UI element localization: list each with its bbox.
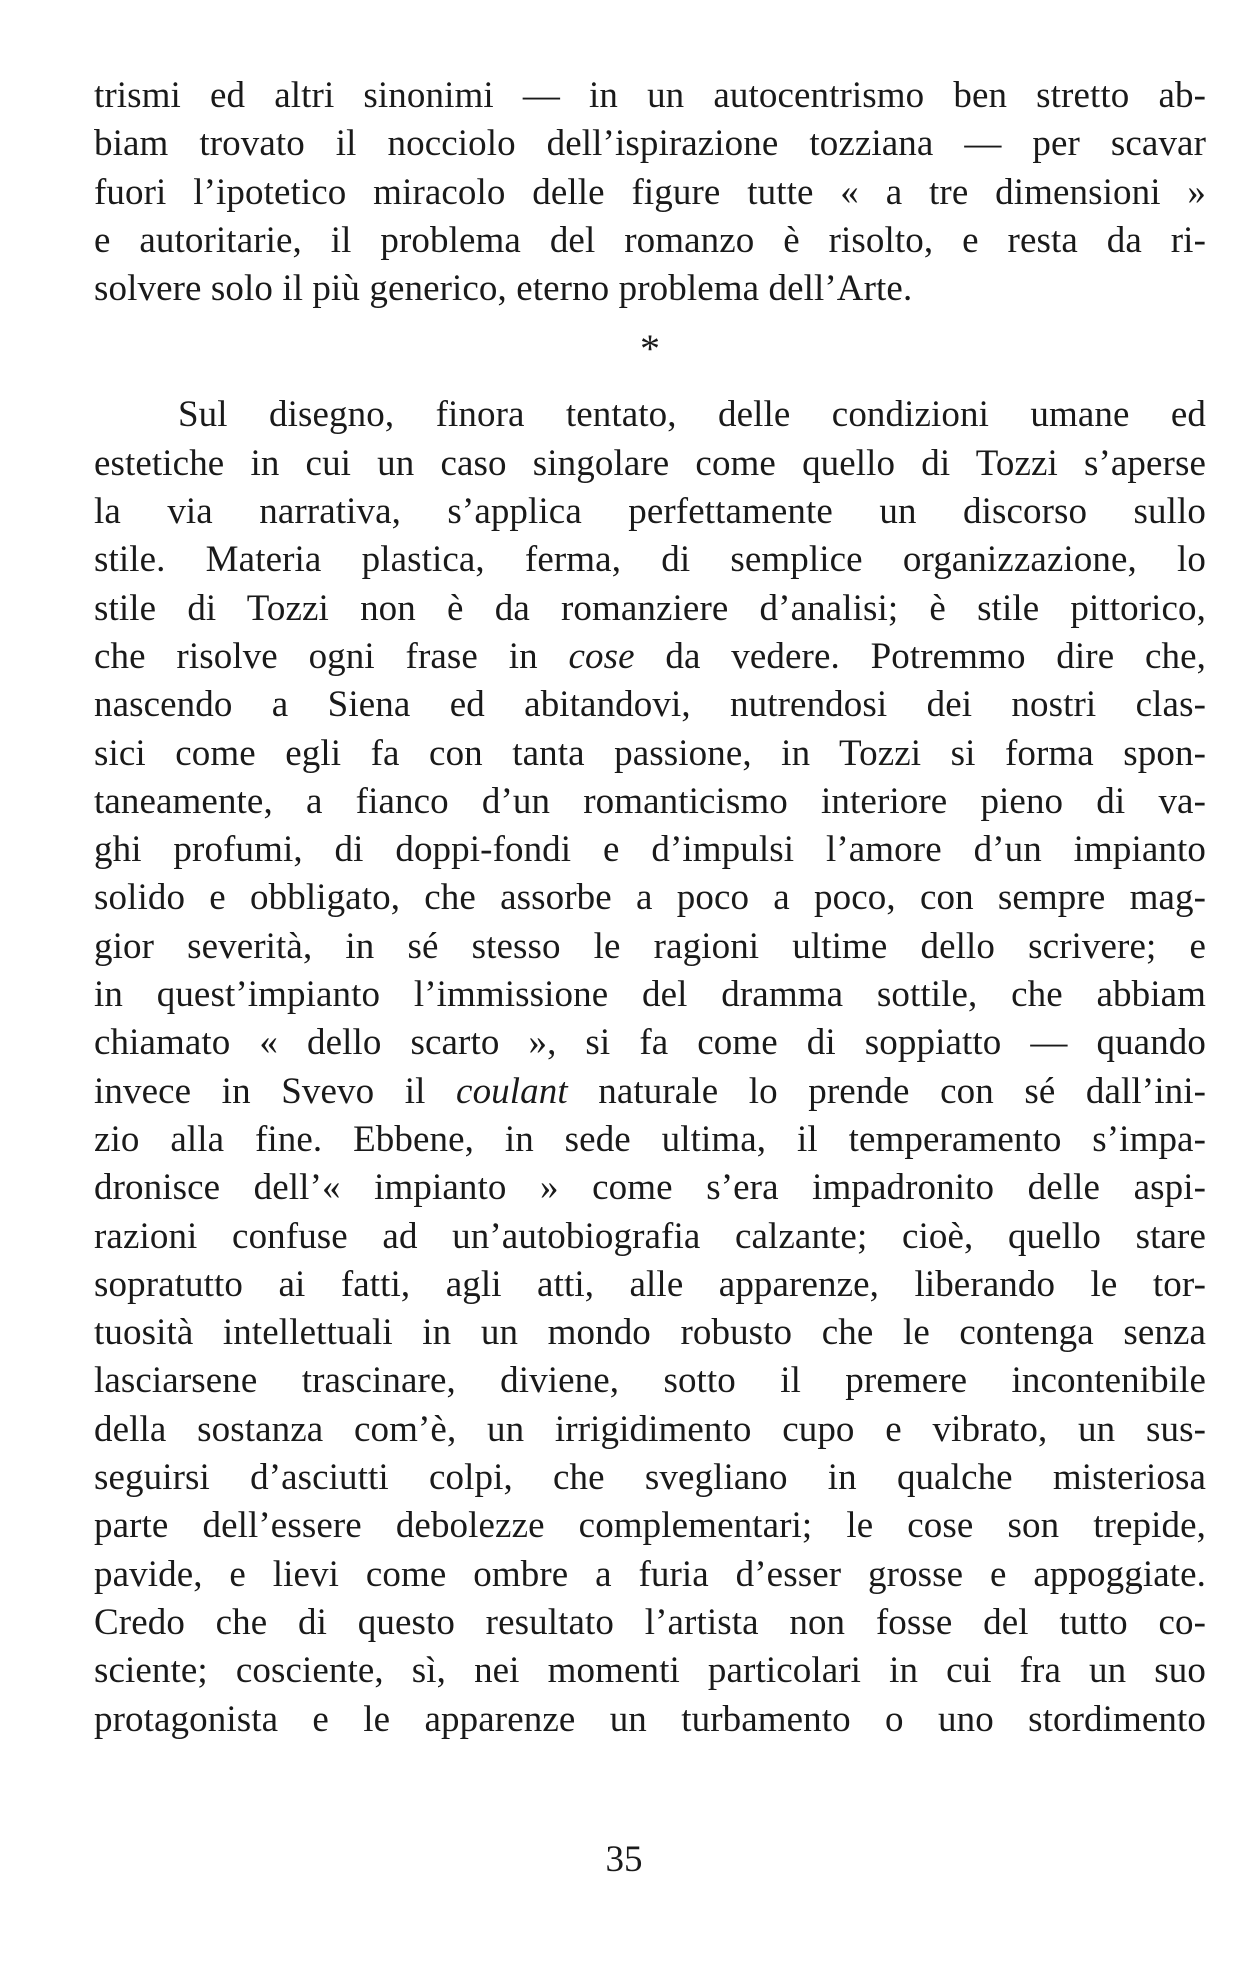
text-line: biam trovato il nocciolo dell’ispirazione tozziana — per scavar xyxy=(94,123,1206,165)
text-line: solvere solo il più generico, eterno problema dell’Arte. xyxy=(94,268,913,310)
text-line: sciente; cosciente, sì, nei momenti particolari in cui fra un suo xyxy=(94,1650,1206,1692)
text-run: che risolve ogni frase in xyxy=(94,635,569,677)
paragraph-2 xyxy=(94,391,1206,1743)
paragraph-1 xyxy=(94,72,1206,313)
text-line: parte dell’essere debolezze complementari; le cose son trepide, xyxy=(94,1505,1206,1547)
text-line: sici come egli fa con tanta passione, in Tozzi si forma spon- xyxy=(94,732,1206,774)
text-line: stile di Tozzi non è da romanziere d’analisi; è stile pittorico, xyxy=(94,587,1206,629)
text-line: la via narrativa, s’applica perfettamente un discorso sullo xyxy=(94,491,1206,533)
text-line: razioni confuse ad un’autobiografia calzante; cioè, quello stare xyxy=(94,1215,1206,1257)
text-line: tuosità intellettuali in un mondo robusto che le contenga senza xyxy=(94,1312,1206,1354)
italic-word: coulant xyxy=(456,1070,568,1112)
text-line: chiamato « dello scarto », si fa come di soppiatto — quando xyxy=(94,1022,1206,1064)
text-line: fuori l’ipotetico miracolo delle figure tutte « a tre dimensioni » xyxy=(94,171,1206,213)
book-page xyxy=(94,72,1206,1744)
text-line: zio alla fine. Ebbene, in sede ultima, il temperamento s’impa- xyxy=(94,1118,1206,1160)
text-line: gior severità, in sé stesso le ragioni ultime dello scrivere; e xyxy=(94,925,1206,967)
text-line: estetiche in cui un caso singolare come quello di Tozzi s’aperse xyxy=(94,442,1206,484)
text-run: invece in Svevo il xyxy=(94,1070,457,1112)
text-line: ghi profumi, di doppi-fondi e d’impulsi l’amore d’un impianto xyxy=(94,829,1206,871)
text-run: da vedere. Potremmo dire che, xyxy=(634,635,1207,677)
text-line: protagonista e le apparenze un turbamento o uno stordimento xyxy=(94,1698,1206,1740)
text-line xyxy=(94,1068,1206,1116)
text-line: e autoritarie, il problema del romanzo è risolto, e resta da ri- xyxy=(94,219,1206,261)
text-line xyxy=(94,633,1206,681)
text-line: lasciarsene trascinare, diviene, sotto il premere incontenibile xyxy=(94,1360,1206,1402)
text-line: stile. Materia plastica, ferma, di semplice organizzazione, lo xyxy=(94,539,1206,581)
text-line: pavide, e lievi come ombre a furia d’esser grosse e appoggiate. xyxy=(94,1553,1206,1595)
text-line: della sostanza com’è, un irrigidimento cupo e vibrato, un sus- xyxy=(94,1408,1206,1450)
page-number: 35 xyxy=(605,1839,643,1880)
text-run: naturale lo prende con sé dall’ini- xyxy=(567,1070,1206,1112)
text-line: in quest’impianto l’immissione del dramma sottile, che abbiam xyxy=(94,974,1206,1016)
italic-word: cose xyxy=(568,635,635,677)
text-line: seguirsi d’asciutti colpi, che svegliano in qualche misteriosa xyxy=(94,1457,1206,1499)
text-line: Credo che di questo resultato l’artista non fosse del tutto co- xyxy=(94,1601,1206,1643)
text-line: solido e obbligato, che assorbe a poco a poco, con sempre mag- xyxy=(94,877,1206,919)
text-line: sopratutto ai fatti, agli atti, alle apparenze, liberando le tor- xyxy=(94,1263,1206,1305)
text-line: Sul disegno, finora tentato, delle condizioni umane ed xyxy=(178,394,1206,436)
text-line: trismi ed altri sinonimi — in un autocentrismo ben stretto ab- xyxy=(94,75,1206,116)
text-line: nascendo a Siena ed abitandovi, nutrendosi dei nostri clas- xyxy=(94,684,1206,726)
text-line: taneamente, a fianco d’un romanticismo interiore pieno di va- xyxy=(94,780,1206,822)
text-line: dronisce dell’« impianto » come s’era impadronito delle aspi- xyxy=(94,1167,1206,1209)
section-break-asterisk: * xyxy=(640,326,660,372)
